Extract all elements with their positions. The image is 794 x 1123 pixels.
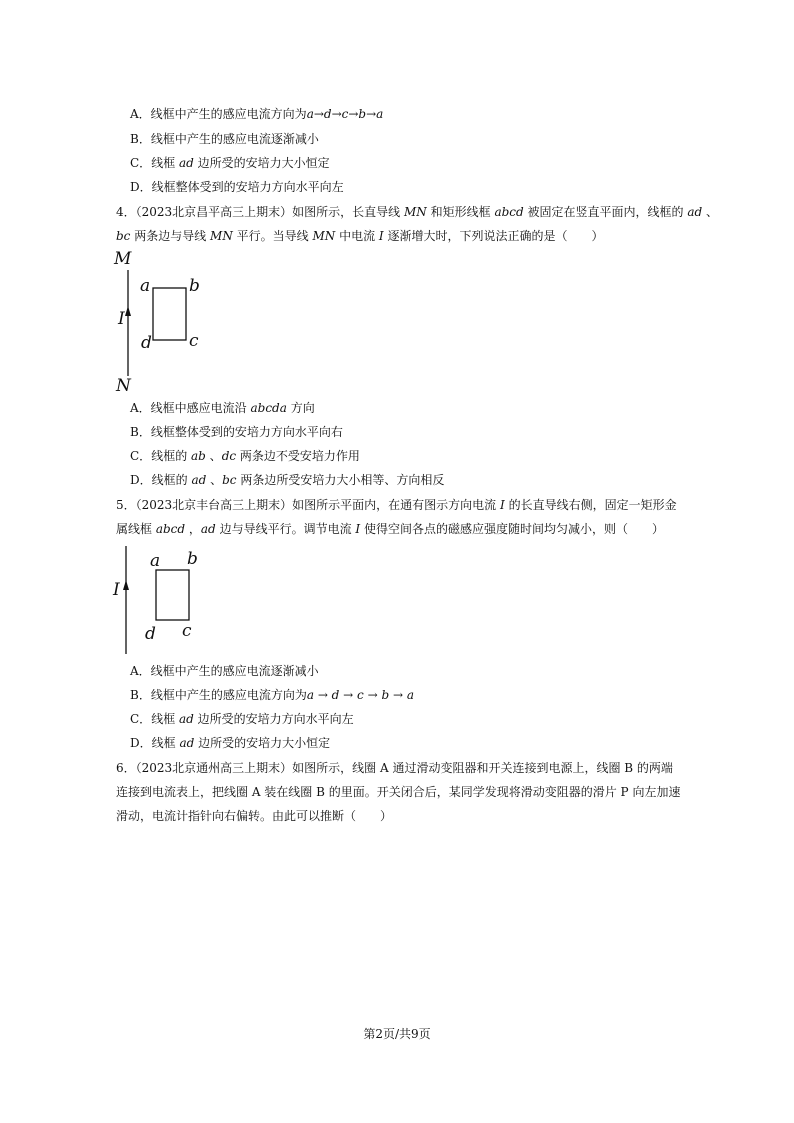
q5-loop-rect (156, 570, 189, 620)
q4-label-N: N (116, 376, 131, 396)
q3-option-b: B．线框中产生的感应电流逐渐减小 (130, 132, 319, 146)
q5-label-d: d (145, 624, 156, 644)
q5-figure (108, 544, 218, 656)
q4-stem-line2: bc 两条边与导线 MN 平行。当导线 MN 中电流 I 逐渐增大时，下列说法正确的是（ ） (116, 229, 604, 243)
q6-stem-line3: 滑动，电流计指针向右偏转。由此可以推断（ ） (116, 809, 393, 823)
q3-option-c: C．线框 ad 边所受的安培力大小恒定 (130, 156, 330, 170)
q4-option-a: A．线框中感应电流沿 abcda 方向 (130, 401, 315, 415)
q5-label-a: a (150, 551, 161, 571)
q4-figure (108, 248, 218, 396)
q4-label-c: c (189, 331, 199, 351)
page-footer: 第2页/共9页 (363, 1027, 431, 1041)
q6-stem-line2: 连接到电流表上，把线圈 A 装在线圈 B 的里面。开关闭合后，某同学发现将滑动变阻器的滑片 P 向左加速 (116, 785, 681, 799)
q4-label-I: I (118, 309, 125, 329)
q4-label-M: M (114, 249, 132, 269)
q4-label-b: b (189, 276, 200, 296)
q4-label-a: a (140, 276, 151, 296)
q5-option-a: A．线框中产生的感应电流逐渐减小 (130, 664, 319, 678)
q4-option-c: C．线框的 ab 、dc 两条边不受安培力作用 (130, 449, 360, 463)
q4-option-b: B．线框整体受到的安培力方向水平向右 (130, 425, 343, 439)
q5-label-I: I (113, 580, 120, 600)
q5-current-arrow (123, 580, 129, 590)
q4-current-arrow (125, 306, 131, 316)
q5-option-d: D．线框 ad 边所受的安培力大小恒定 (130, 736, 331, 750)
q5-label-c: c (182, 621, 192, 641)
q4-loop-rect (153, 288, 186, 340)
q3-option-d: D．线框整体受到的安培力方向水平向左 (130, 180, 344, 194)
q4-label-d: d (141, 333, 152, 353)
q6-stem-line1: 6．（2023北京通州高三上期末）如图所示，线圈 A 通过滑动变阻器和开关连接到电源上，线圈 B 的两端 (116, 761, 673, 775)
q4-option-d: D．线框的 ad 、bc 两条边所受安培力大小相等、方向相反 (130, 473, 445, 487)
q5-option-c: C．线框 ad 边所受的安培力方向水平向左 (130, 712, 354, 726)
q5-stem-line2: 属线框 abcd ，ad 边与导线平行。调节电流 I 使得空间各点的磁感应强度随时间均匀减小，则（ ） (116, 522, 664, 536)
q3-option-a: A．线框中产生的感应电流方向为a→d→c→b→a (130, 107, 384, 121)
q5-stem-line1: 5．（2023北京丰台高三上期末）如图所示平面内，在通有图示方向电流 I 的长直导线右侧，固定一矩形金 (116, 498, 677, 512)
q5-label-b: b (187, 549, 198, 569)
q5-option-b: B．线框中产生的感应电流方向为a → d → c → b → a (130, 688, 414, 702)
q4-stem-line1: 4．（2023北京昌平高三上期末）如图所示，长直导线 MN 和矩形线框 abcd 被固定在竖直平面内，线框的 ad 、 (116, 205, 718, 219)
